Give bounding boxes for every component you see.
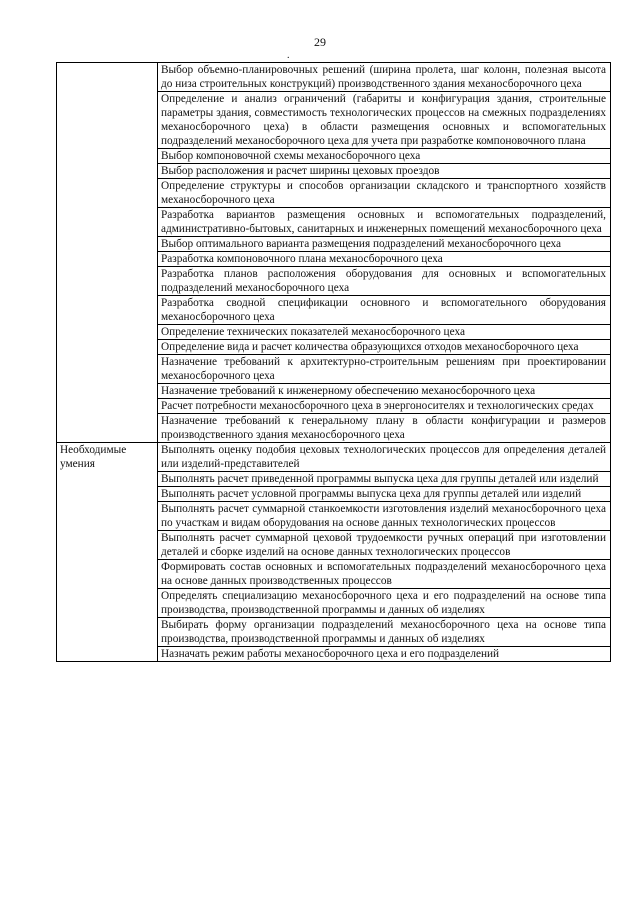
table-cell: Разработка планов расположения оборудования для основных и вспомогательных подразделений механосборочного цеха [158,267,611,296]
table-cell: Разработка сводной спецификации основного и вспомогательного оборудования механосборочного цеха [158,296,611,325]
page-mark: . [287,50,290,61]
table-cell: Назначение требований к инженерному обеспечению механосборочного цеха [158,384,611,399]
table-cell: Определение и анализ ограничений (габариты и конфигурация здания, строительные параметры здания, совместимость технологических процессов на смежных подразделениях механосборочного цеха) в области размещения основных и вспомогательных подразделений механосборочного цеха для учета при разработке компоновочного плана [158,92,611,149]
table-cell: Расчет потребности механосборочного цеха в энергоносителях и технологических средах [158,399,611,414]
table-cell: Выбор расположения и расчет ширины цеховых проездов [158,164,611,179]
table-cell: Назначение требований к архитектурно-строительным решениям при проектировании механосборочного цеха [158,355,611,384]
table-cell: Формировать состав основных и вспомогательных подразделений механосборочного цеха на основе данных производственных процессов [158,560,611,589]
table-cell: Выполнять оценку подобия цеховых технологических процессов для определения деталей или изделий-представителей [158,443,611,472]
table-cell: Выполнять расчет суммарной станкоемкости изготовления изделий механосборочного цеха по участкам и видам оборудования на основе данных технологических процессов [158,502,611,531]
table-cell: Выбор объемно-планировочных решений (ширина пролета, шаг колонн, полезная высота до низа строительных конструкций) производственного здания механосборочного цеха [158,63,611,92]
table-cell: Выполнять расчет приведенной программы выпуска цеха для группы деталей или изделий [158,472,611,487]
table-row [57,443,611,472]
table-cell: Разработка компоновочного плана механосборочного цеха [158,252,611,267]
section-label [57,63,158,443]
table-cell: Определение структуры и способов организации складского и транспортного хозяйств механосборочного цеха [158,179,611,208]
table-cell: Выполнять расчет суммарной цеховой трудоемкости ручных операций при изготовлении деталей и сборке изделий на основе данных технологических процессов [158,531,611,560]
table-cell: Определять специализацию механосборочного цеха и его подразделений на основе типа производства, производственной программы и данных об изделиях [158,589,611,618]
requirements-table [56,62,611,662]
table-cell: Выполнять расчет условной программы выпуска цеха для группы деталей или изделий [158,487,611,502]
table-cell: Определение вида и расчет количества образующихся отходов механосборочного цеха [158,340,611,355]
page-number: 29 [314,35,326,49]
table-cell: Выбор оптимального варианта размещения подразделений механосборочного цеха [158,237,611,252]
table-cell: Назначение требований к генеральному плану в области конфигурации и размеров производственного здания механосборочного цеха [158,414,611,443]
table-cell: Назначать режим работы механосборочного цеха и его подразделений [158,647,611,662]
table-cell: Выбирать форму организации подразделений механосборочного цеха на основе типа производства, производственной программы и данных об изделиях [158,618,611,647]
table-row [57,63,611,92]
table-cell: Определение технических показателей механосборочного цеха [158,325,611,340]
table-cell: Разработка вариантов размещения основных и вспомогательных подразделений, административно-бытовых, санитарных и инженерных помещений механосборочного цеха [158,208,611,237]
section-label: Необходимые умения [57,443,158,662]
table-cell: Выбор компоновочной схемы механосборочного цеха [158,149,611,164]
